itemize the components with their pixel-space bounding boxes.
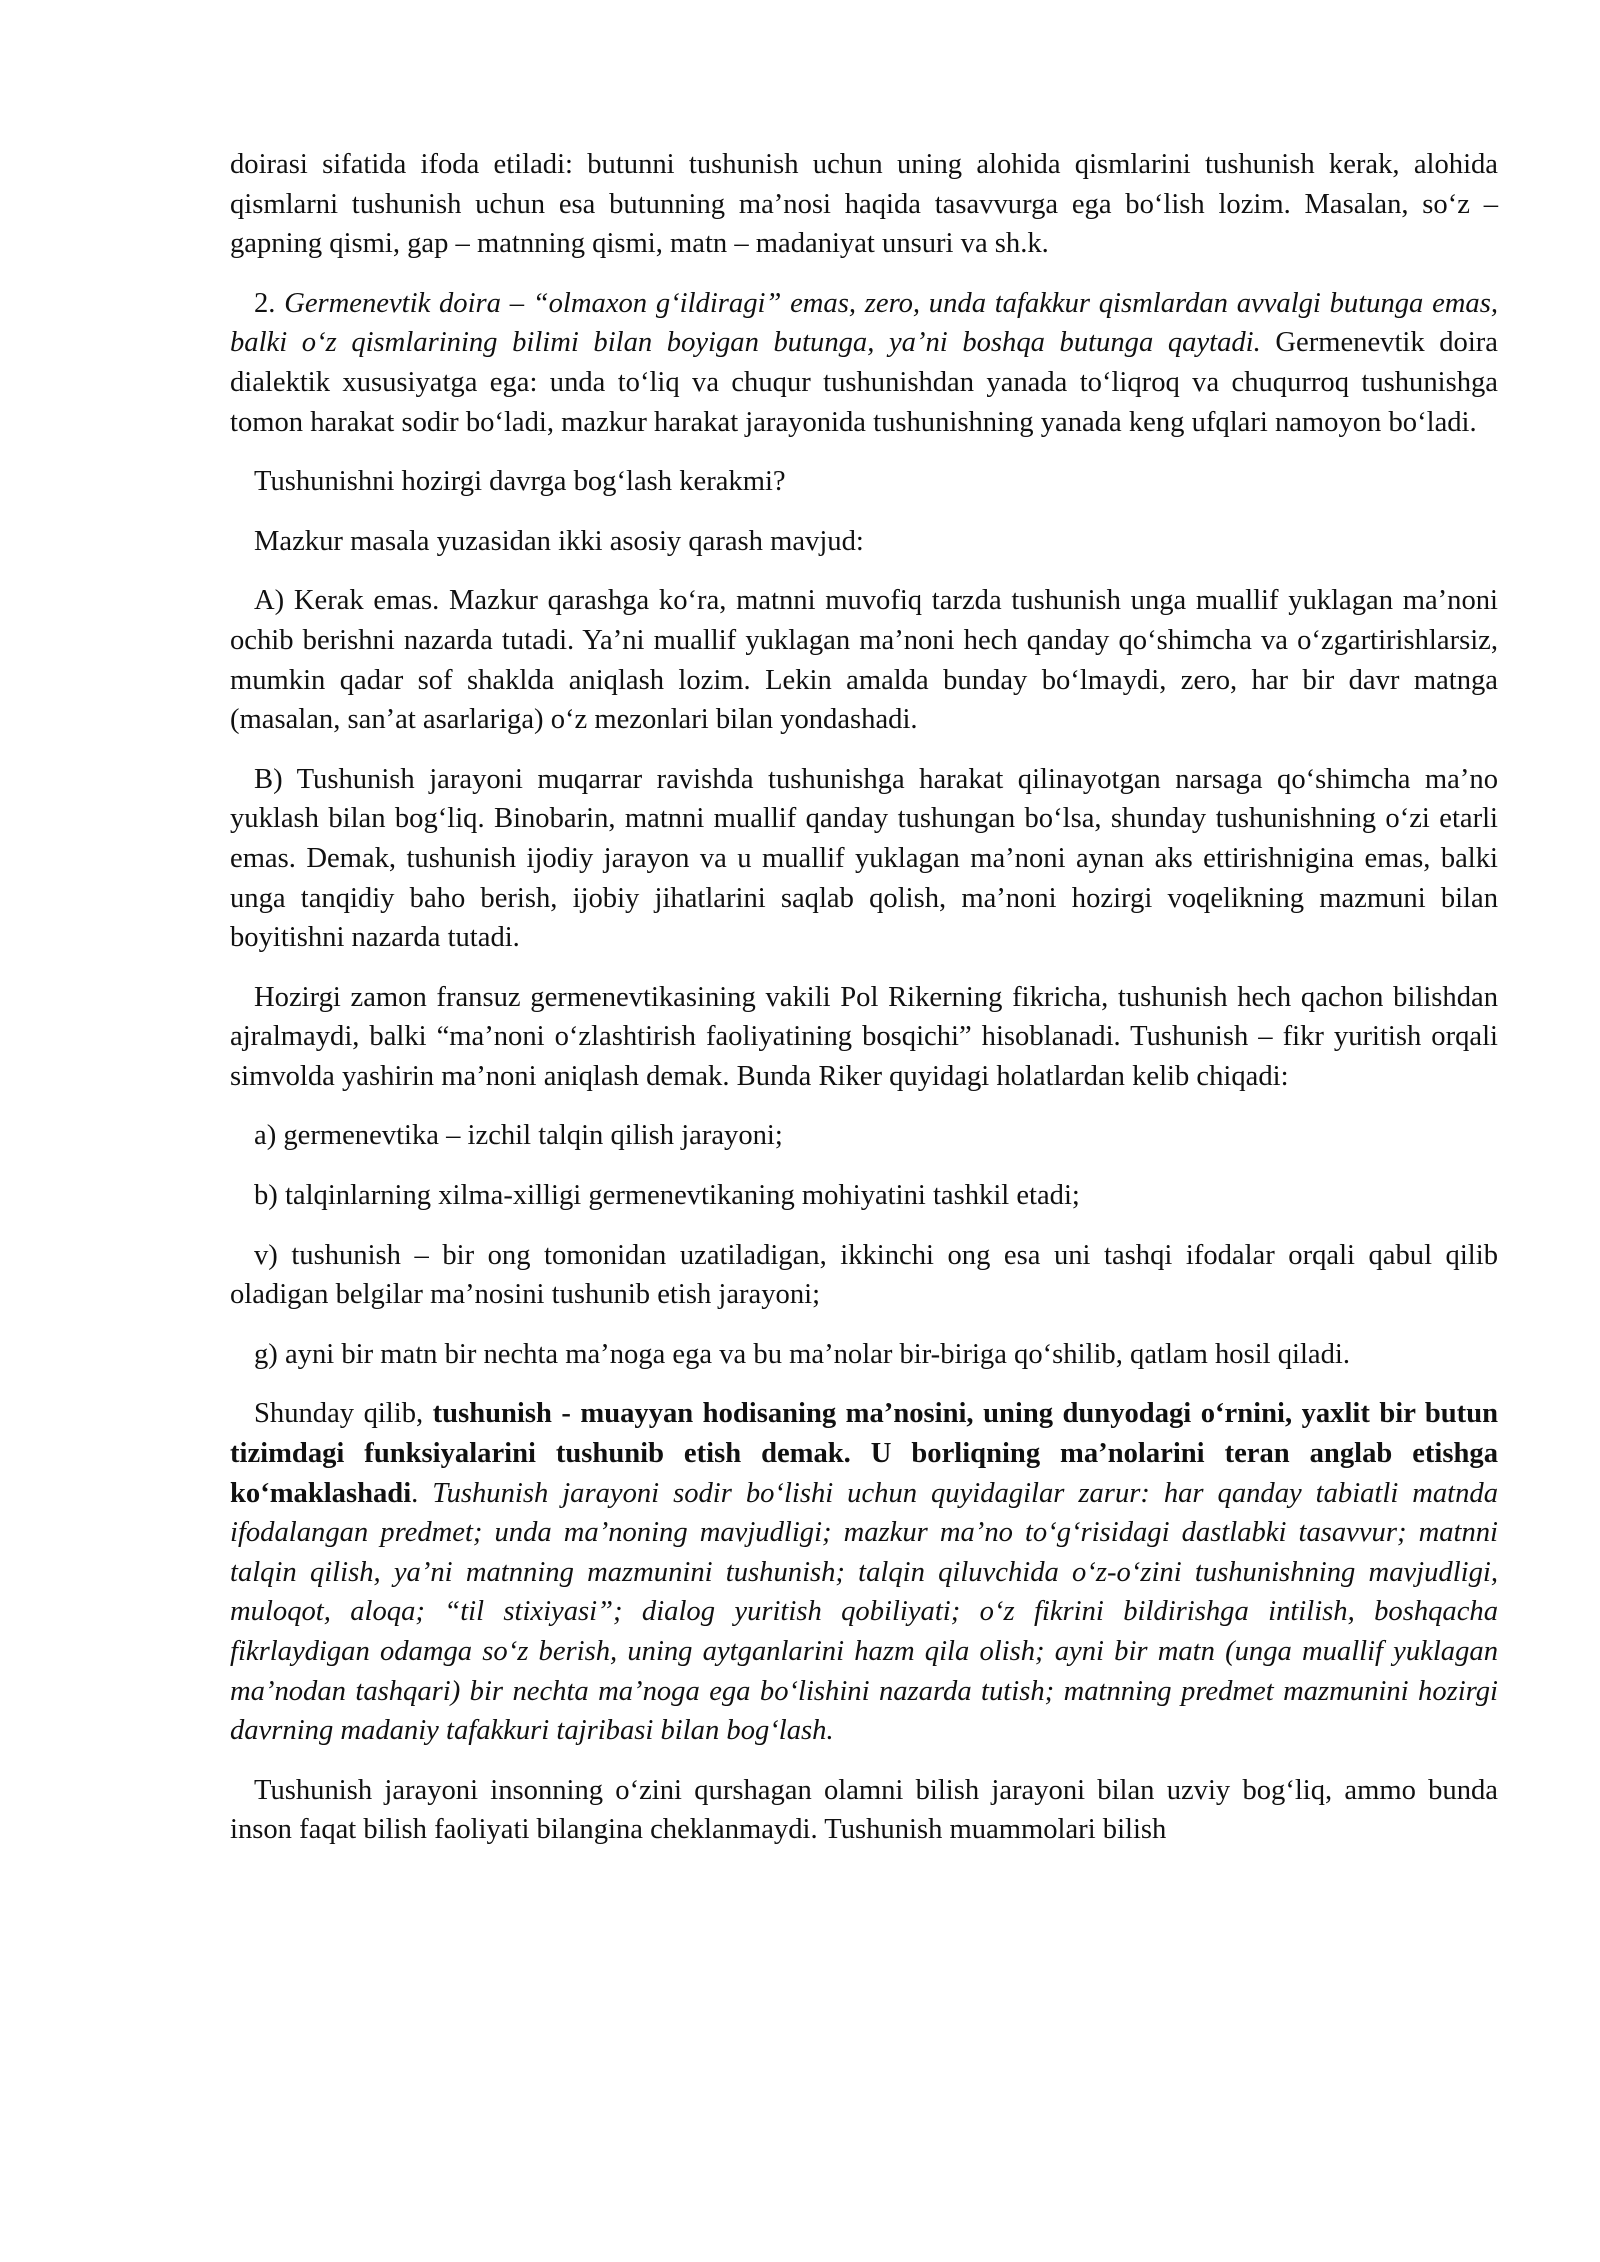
list-item-a: a) germenevtika – izchil talqin qilish jarayoni; xyxy=(254,1120,783,1152)
paragraph-7: Hozirgi zamon fransuz germenevtikasining vakili Pol Rikerning fikricha, tushunish hech qachon bilishdan ajralmaydi, balki “ma’noni o‘zlashtirish faoliyatining bosqichi” hisoblanadi. Tushunish – fikr yuritish orqali simvolda yashirin ma’noni aniqlash demak. Bunda Riker quyidagi holatlardan kelib chiqadi: xyxy=(230,981,1498,1092)
paragraph-13: Tushunish jarayoni insonning o‘zini qurshagan olamni bilish jarayoni bilan uzviy bog‘liq, ammo bunda inson faqat bilish faoliyati bilangina cheklanmaydi. Tushunish muammolari bilish xyxy=(230,1774,1498,1846)
paragraph-2-italic: Germenevtik doira – “olmaxon g‘ildiragi” emas, zero, unda tafakkur qismlardan avvalgi butunga emas, balki o‘z qismlarining bilimi bilan boyigan butunga, ya’ni boshqa butunga qaytadi. xyxy=(230,287,1498,359)
list-item-g: g) ayni bir matn bir nechta ma’noga ega va bu ma’nolar bir-biriga qo‘shilib, qatlam hosil qiladi. xyxy=(254,1338,1351,1370)
paragraph-2-rest: Germenevtik doira dialektik xususiyatga ega: unda to‘liq va chuqur tushunishdan yanada to‘liqroq va chuqurroq tushunishga tomon harakat sodir bo‘ladi, mazkur harakat jarayonida tushunishning yanada keng ufqlari namoyon bo‘ladi. xyxy=(230,327,1498,438)
list-item-v: v) tushunish – bir ong tomonidan uzatiladigan, ikkinchi ong esa uni tashqi ifodalar orqali qabul qilib oladigan belgilar ma’nosini tushunib etish jarayoni; xyxy=(230,1239,1498,1311)
list-item-b: b) talqinlarning xilma-xilligi germenevtikaning mohiyatini tashkil etadi; xyxy=(254,1180,1080,1212)
paragraph-3: Tushunishni hozirgi davrga bog‘lash kerakmi? xyxy=(254,466,786,498)
document-page xyxy=(230,145,1498,1870)
paragraph-4: Mazkur masala yuzasidan ikki asosiy qarash mavjud: xyxy=(254,525,864,557)
paragraph-12-bold: tushunish - muayyan hodisaning ma’nosini, uning dunyodagi o‘rnini, yaxlit bir butun tizimdagi funksiyalarini tushunib etish demak. U borliqning ma’nolarini teran anglab etishga ko‘maklashadi xyxy=(230,1398,1499,1509)
paragraph-1: doirasi sifatida ifoda etiladi: butunni tushunish uchun uning alohida qismlarini tushunish kerak, alohida qismlarni tushunish uchun esa butunning ma’nosi haqida tasavvurga ega bo‘lish lozim. Masalan, so‘z – gapning qismi, gap – matnning qismi, matn – madaniyat unsuri va sh.k. xyxy=(230,149,1498,260)
paragraph-12-lead: Shunday qilib, xyxy=(254,1398,433,1430)
paragraph-5: A) Kerak emas. Mazkur qarashga ko‘ra, matnni muvofiq tarzda tushunish unga muallif yuklagan ma’noni ochib berishni nazarda tutadi. Ya’ni muallif yuklagan ma’noni hech qanday qo‘shimcha va o‘zgartirishlarsiz, mumkin qadar sof shaklda aniqlash lozim. Lekin amalda bunday bo‘lmaydi, zero, har bir davr matnga (masalan, san’at asarlariga) o‘z mezonlari bilan yondashadi. xyxy=(230,585,1498,736)
paragraph-12 xyxy=(230,1394,1498,1750)
paragraph-2 xyxy=(230,284,1498,442)
paragraph-2-number: 2. xyxy=(254,287,285,319)
paragraph-6: B) Tushunish jarayoni muqarrar ravishda tushunishga harakat qilinayotgan narsaga qo‘shimcha ma’no yuklash bilan bog‘liq. Binobarin, matnni muallif qanday tushungan bo‘lsa, shunday tushunishning o‘zi etarli emas. Demak, tushunish ijodiy jarayon va u muallif yuklagan ma’noni aynan aks ettirishnigina emas, balki unga tanqidiy baho berish, ijobiy jihatlarini saqlab qolish, ma’noni hozirgi voqelikning mazmuni bilan boyitishni nazarda tutadi. xyxy=(230,763,1498,954)
paragraph-12-dot: . xyxy=(411,1477,433,1509)
paragraph-12-italic: Tushunish jarayoni sodir bo‘lishi uchun quyidagilar zarur: har qanday tabiatli matnda ifodalangan predmet; unda ma’noning mavjudligi; mazkur ma’no to‘g‘risidagi dastlabki tasavvur; matnni talqin qilish, ya’ni matnning mazmunini tushunish; talqin qiluvchida o‘z-o‘zini tushunishning mavjudligi, muloqot, aloqa; “til stixiyasi”; dialog yuritish qobiliyati; o‘z fikrini bildirishga intilish, boshqacha fikrlaydigan odamga so‘z berish, uning aytganlarini hazm qila olish; ayni bir matn (unga muallif yuklagan ma’nodan tashqari) bir nechta ma’noga ega bo‘lishini nazarda tutish; matnning predmet mazmunini hozirgi davrning madaniy tafakkuri tajribasi bilan bog‘lash. xyxy=(230,1477,1499,1747)
